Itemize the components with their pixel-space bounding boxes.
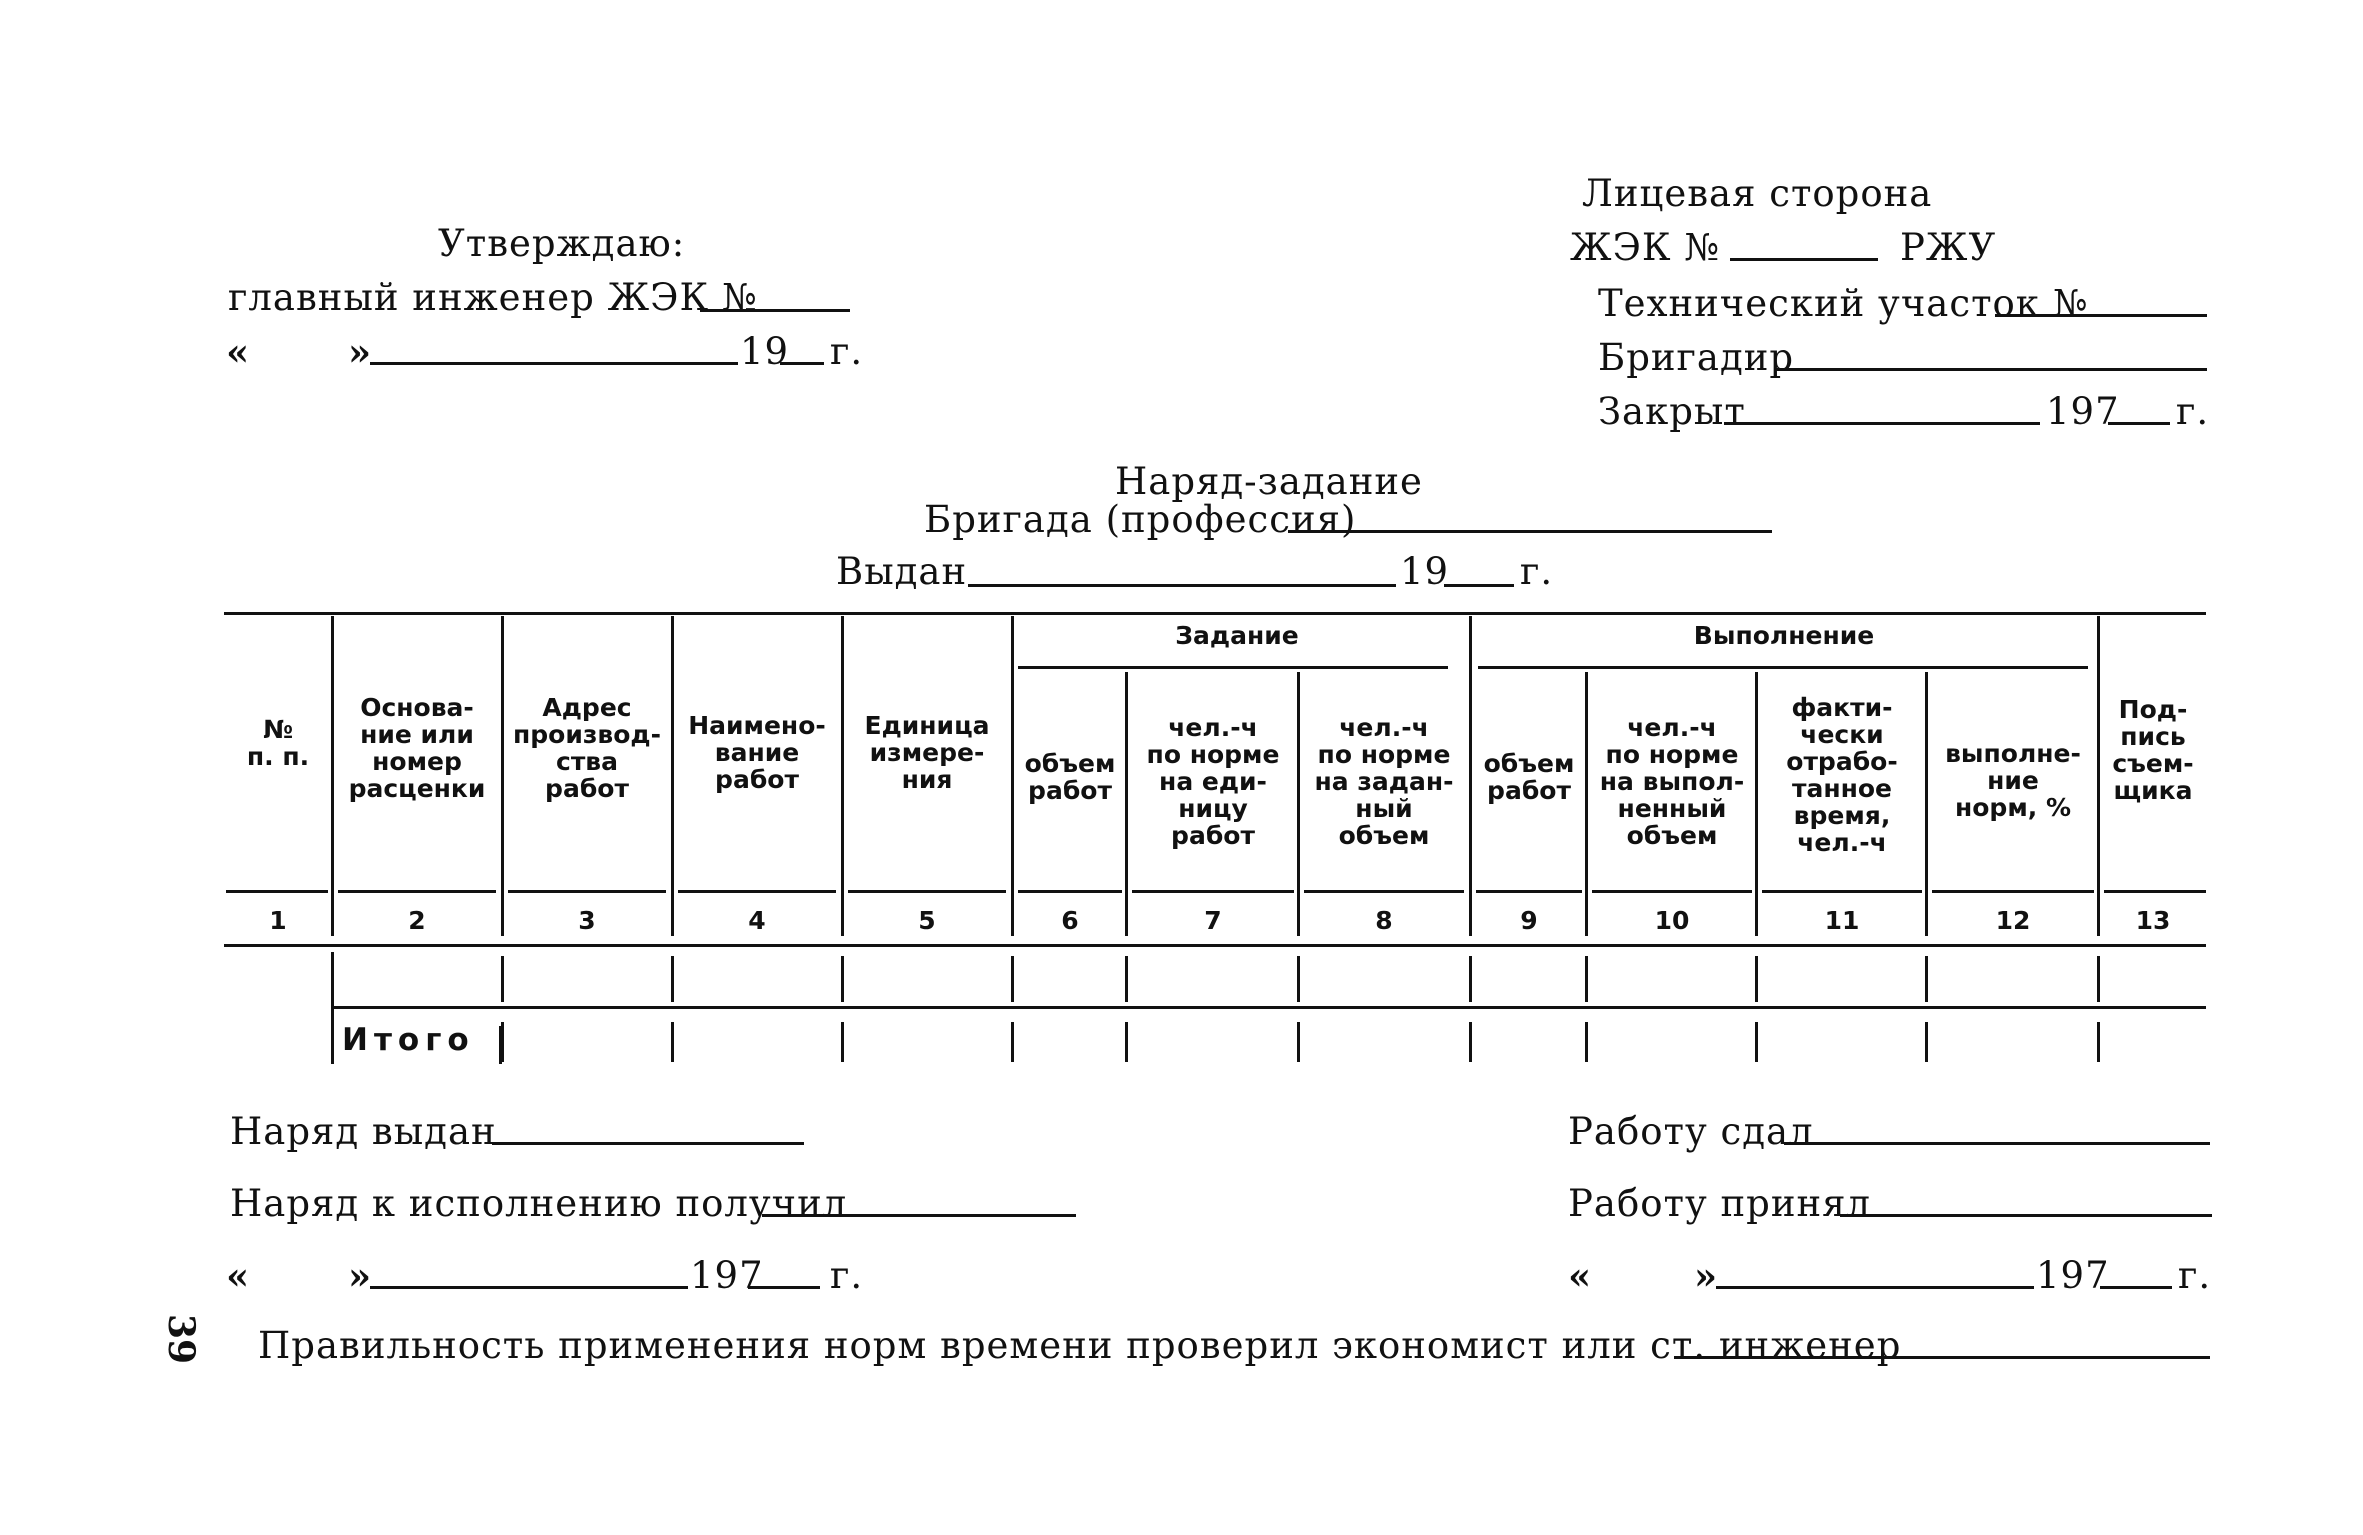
footer-received-line[interactable] — [762, 1214, 1076, 1217]
body-divider-4b — [841, 1022, 844, 1062]
body-divider-10b — [1755, 1022, 1758, 1062]
col-number-13: 13 — [2135, 906, 2171, 935]
footer-accepted-line[interactable] — [1840, 1214, 2212, 1217]
col-divider-7 — [1297, 672, 1300, 936]
col-header-10: чел.-ч по норме на выпол- ненный объем — [1599, 713, 1745, 850]
body-divider-11b — [1925, 1022, 1928, 1062]
col-underline-10 — [1592, 890, 1752, 893]
footer-received-label: Наряд к исполнению получил — [230, 1182, 848, 1225]
footer-date-line-right[interactable] — [1716, 1286, 2034, 1289]
order-brigade-line[interactable] — [1288, 530, 1772, 533]
col-underline-6 — [1018, 890, 1122, 893]
order-issued-line[interactable] — [968, 584, 1396, 587]
body-divider-11a — [1925, 956, 1928, 1002]
table-numbers-rule — [224, 944, 2206, 947]
approve-quote-close: » — [348, 330, 373, 374]
front-foreman-label: Бригадир — [1598, 336, 1795, 379]
col-number-11: 11 — [1824, 906, 1860, 935]
order-title: Наряд-задание — [1115, 460, 1423, 503]
body-divider-8a — [1469, 956, 1472, 1002]
col-underline-2 — [338, 890, 496, 893]
col-divider-2 — [501, 616, 504, 936]
front-zhek-label: ЖЭК № — [1570, 226, 1721, 269]
footer-year-suffix-left: г. — [830, 1254, 864, 1297]
footer-quote-open-left: « — [226, 1254, 251, 1298]
col-underline-3 — [508, 890, 666, 893]
col-divider-6 — [1125, 672, 1128, 936]
col-header-7: чел.-ч по норме на еди- ницу работ — [1146, 713, 1280, 850]
approve-date-line[interactable] — [370, 362, 738, 365]
col-header-8: чел.-ч по норме на задан- ный объем — [1314, 713, 1454, 850]
body-divider-1 — [331, 952, 334, 1064]
footer-year-suffix-right: г. — [2178, 1254, 2212, 1297]
col-divider-9 — [1585, 672, 1588, 936]
col-underline-9 — [1476, 890, 1582, 893]
footer-quote-close-right: » — [1694, 1254, 1719, 1298]
body-divider-6a — [1125, 956, 1128, 1002]
col-number-9: 9 — [1520, 906, 1538, 935]
front-year-line[interactable] — [2108, 422, 2170, 425]
col-underline-12 — [1932, 890, 2094, 893]
footer-issued-label: Наряд выдан — [230, 1110, 497, 1153]
col-number-4: 4 — [748, 906, 766, 935]
group-task-underline — [1018, 666, 1448, 669]
col-header-11: факти- чески отрабо- танное время, чел.-ч — [1786, 693, 1898, 857]
col-divider-1 — [331, 616, 334, 936]
col-divider-12 — [2097, 616, 2100, 936]
group-task-header: Задание — [1175, 621, 1299, 650]
footer-year-line-right[interactable] — [2100, 1286, 2172, 1289]
front-closed-label: Закрыт — [1598, 390, 1746, 433]
col-number-2: 2 — [408, 906, 426, 935]
col-header-12: выполне- ние норм, % — [1945, 739, 2081, 822]
col-divider-3 — [671, 616, 674, 936]
front-year-suffix: г. — [2176, 390, 2210, 433]
approve-title: Утверждаю: — [438, 222, 686, 265]
col-header-1: № п. п. — [246, 715, 310, 771]
col-divider-4 — [841, 616, 844, 936]
approve-chief-label: главный инженер ЖЭК № — [228, 276, 758, 319]
col-header-2: Основа- ние или номер расценки — [348, 693, 486, 803]
group-exec-header: Выполнение — [1693, 621, 1875, 650]
col-header-6: объем работ — [1024, 749, 1116, 805]
col-divider-10 — [1755, 672, 1758, 936]
body-divider-6b — [1125, 1022, 1128, 1062]
footer-check-label: Правильность применения норм времени проверил экономист или ст. инженер — [258, 1324, 1902, 1367]
order-year-prefix: 19 — [1400, 550, 1450, 593]
footer-quote-close-left: » — [348, 1254, 373, 1298]
order-brigade-label: Бригада (профессия) — [924, 498, 1357, 541]
body-divider-12a — [2097, 956, 2100, 1002]
front-foreman-line[interactable] — [1775, 368, 2207, 371]
body-divider-12b — [2097, 1022, 2100, 1062]
approve-year-suffix: г. — [830, 330, 864, 373]
group-exec-underline — [1478, 666, 2088, 669]
front-section-line[interactable] — [1995, 314, 2207, 317]
order-issued-label: Выдан — [836, 550, 968, 593]
front-year-prefix: 197 — [2046, 390, 2120, 433]
order-year-suffix: г. — [1520, 550, 1554, 593]
front-closed-line[interactable] — [1724, 422, 2040, 425]
col-number-5: 5 — [918, 906, 936, 935]
footer-year-prefix-left: 197 — [690, 1254, 764, 1297]
col-divider-11 — [1925, 672, 1928, 936]
footer-handed-line[interactable] — [1784, 1142, 2210, 1145]
body-divider-5a — [1011, 956, 1014, 1002]
footer-accepted-label: Работу принял — [1568, 1182, 1872, 1225]
col-number-6: 6 — [1061, 906, 1079, 935]
front-side-label: Лицевая сторона — [1582, 172, 1933, 215]
order-year-line[interactable] — [1444, 584, 1514, 587]
front-rzhu-label: РЖУ — [1900, 226, 1997, 269]
footer-handed-label: Работу сдал — [1568, 1110, 1814, 1153]
col-underline-13 — [2104, 890, 2206, 893]
col-header-5: Единица измере- ния — [864, 711, 990, 794]
page-number: 39 — [160, 1313, 203, 1365]
col-underline-8 — [1304, 890, 1464, 893]
col-header-9: объем работ — [1483, 749, 1575, 805]
col-number-7: 7 — [1204, 906, 1222, 935]
col-underline-7 — [1132, 890, 1294, 893]
total-label-divider — [499, 1026, 502, 1064]
front-section-label: Технический участок № — [1598, 282, 2089, 325]
col-underline-11 — [1762, 890, 1922, 893]
footer-year-prefix-right: 197 — [2036, 1254, 2110, 1297]
body-divider-4a — [841, 956, 844, 1002]
footer-year-line-left[interactable] — [748, 1286, 820, 1289]
col-divider-8 — [1469, 616, 1472, 936]
col-underline-4 — [678, 890, 836, 893]
body-divider-9b — [1585, 1022, 1588, 1062]
footer-date-line-left[interactable] — [370, 1286, 688, 1289]
total-row-label: Итого — [342, 1022, 475, 1058]
approve-quote-open: « — [226, 330, 251, 374]
body-divider-8b — [1469, 1022, 1472, 1062]
front-zhek-line[interactable] — [1730, 258, 1878, 261]
body-divider-2a — [501, 956, 504, 1002]
body-divider-9a — [1585, 956, 1588, 1002]
approve-zhek-number-line[interactable] — [700, 309, 850, 312]
col-number-1: 1 — [269, 906, 287, 935]
col-header-13: Под- пись съем- щика — [2112, 695, 2194, 805]
col-underline-5 — [848, 890, 1006, 893]
approve-year-prefix: 19 — [740, 330, 790, 373]
footer-quote-open-right: « — [1568, 1254, 1593, 1298]
body-divider-7b — [1297, 1022, 1300, 1062]
col-header-4: Наимено- вание работ — [688, 711, 826, 794]
col-number-10: 10 — [1654, 906, 1690, 935]
approve-year-line[interactable] — [780, 362, 824, 365]
table-total-rule — [334, 1006, 2206, 1009]
body-divider-7a — [1297, 956, 1300, 1002]
col-number-8: 8 — [1375, 906, 1393, 935]
col-number-3: 3 — [578, 906, 596, 935]
table-top-rule — [224, 612, 2206, 615]
col-underline-1 — [226, 890, 328, 893]
footer-check-line[interactable] — [1674, 1356, 2210, 1359]
col-header-3: Адрес производ- ства работ — [513, 693, 661, 803]
footer-issued-line[interactable] — [492, 1142, 804, 1145]
body-divider-5b — [1011, 1022, 1014, 1062]
col-divider-5 — [1011, 616, 1014, 936]
body-divider-3b — [671, 1022, 674, 1062]
body-divider-3a — [671, 956, 674, 1002]
col-number-12: 12 — [1995, 906, 2031, 935]
body-divider-10a — [1755, 956, 1758, 1002]
